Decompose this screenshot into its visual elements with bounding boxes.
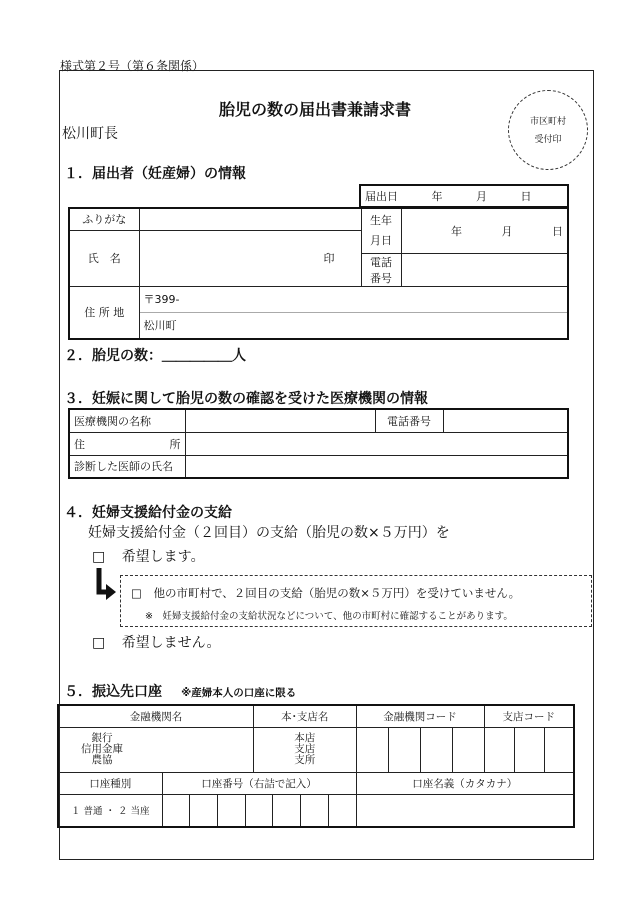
address-field[interactable] (139, 286, 568, 339)
phone-label: 電話番号 (361, 253, 401, 286)
name-label: 氏 名 (69, 230, 139, 286)
sub-option-row[interactable] (131, 585, 520, 601)
account-name-field[interactable] (356, 794, 574, 827)
acct-digit-4[interactable] (246, 795, 274, 826)
account-type-field[interactable]: １ 普通 ・ ２ 当座 (58, 794, 162, 827)
section4-sentence: 妊婦支援給付金（２回目）の支給（胎児の数×５万円）を (88, 525, 450, 541)
sub-option-box (120, 575, 592, 627)
birth-date-field[interactable] (401, 208, 568, 253)
stamp-label-2: 受付印 (534, 135, 562, 145)
submit-year: 年 (431, 190, 443, 203)
medical-phone-label: 電話番号 (375, 409, 443, 432)
checkbox-not-received[interactable]: □ (131, 586, 142, 600)
birth-label-line2: 月日 (370, 233, 392, 247)
facility-label: 医療機関の名称 (69, 409, 185, 432)
page-title: 胎児の数の届出書兼請求書 (218, 100, 411, 119)
account-name-header: 口座名義（カタカナ） (356, 772, 574, 794)
medical-phone-field[interactable] (443, 409, 568, 432)
medical-address-label-2: 所 (169, 437, 181, 451)
address-label: 住 所 地 (69, 286, 139, 339)
birth-label (361, 208, 401, 253)
bank-type-2: 信用金庫 (81, 743, 124, 755)
postal-code: 〒399- (140, 287, 568, 313)
arrow-down-right-icon (94, 568, 118, 604)
branch-type-2: 支店 (294, 743, 316, 755)
bank-type-1: 銀行 (91, 732, 113, 744)
addressee: 松川町長 (62, 126, 118, 142)
section2-heading (64, 345, 246, 365)
furigana-label: ふりがな (69, 208, 139, 230)
sub-option-label: 他の市町村で、２回目の支給（胎児の数×５万円）を受けていません。 (153, 586, 521, 600)
town-name: 松川町 (143, 318, 177, 332)
branch-code-digit-2[interactable] (514, 727, 544, 772)
section5-note: ※産婦本人の口座に限る (181, 687, 297, 699)
branch-type-1: 本店 (294, 732, 316, 744)
sub-option-note: ※ 妊婦支援給付金の支給状況などについて、他の市町村に確認することがあります。 (145, 611, 513, 622)
branch-name-header: 本･支店名 (254, 705, 356, 727)
branch-code-header: 支店コード (484, 705, 574, 727)
medical-address-label-1: 住 (74, 437, 85, 451)
account-number-header: 口座番号（右詰で記入） (162, 772, 356, 794)
furigana-field[interactable] (139, 208, 361, 230)
bank-table (57, 704, 575, 828)
seal-mark: 印 (323, 252, 335, 265)
bank-code-digit-2[interactable] (388, 727, 420, 772)
bank-code-digit-3[interactable] (420, 727, 452, 772)
branch-name-field[interactable] (254, 727, 356, 772)
bank-code-header: 金融機関コード (356, 705, 484, 727)
fetus-count-unit: 人 (232, 348, 246, 364)
account-type-header: 口座種別 (58, 772, 162, 794)
branch-code-digit-1[interactable] (484, 727, 514, 772)
option-wish-label: 希望します。 (121, 549, 205, 565)
checkbox-no-wish[interactable]: □ (92, 635, 106, 651)
submit-date-box (359, 184, 569, 208)
option-no-wish-label: 希望しません。 (121, 635, 221, 651)
form-number: 様式第２号（第６条関係） (60, 59, 205, 73)
account-number-field[interactable] (162, 794, 356, 827)
option-no-wish[interactable] (92, 632, 221, 652)
medical-address-label (69, 432, 185, 455)
account-number-digits (163, 795, 356, 826)
facility-field[interactable] (185, 409, 375, 432)
fetus-count-label: ２．胎児の数： (64, 348, 162, 364)
medical-table (68, 408, 569, 479)
submit-day: 日 (520, 190, 532, 203)
submit-month: 月 (476, 190, 487, 203)
doctor-label: 診断した医師の氏名 (69, 455, 185, 478)
doctor-field[interactable] (185, 455, 568, 478)
birth-year: 年 (451, 224, 462, 238)
section5-heading-row (64, 681, 296, 701)
bank-name-header: 金融機関名 (58, 705, 254, 727)
medical-address-field[interactable] (185, 432, 568, 455)
submit-date-label: 届出日 (365, 190, 398, 203)
stamp-label-1: 市区町村 (529, 117, 566, 127)
bank-code-digit-4[interactable] (452, 727, 484, 772)
acct-digit-2[interactable] (190, 795, 218, 826)
fetus-count-field[interactable]: ＿＿＿＿＿ (162, 348, 232, 364)
acct-digit-7[interactable] (329, 795, 356, 826)
bank-type-3: 農協 (91, 754, 113, 766)
bank-code-digit-1[interactable] (356, 727, 388, 772)
reception-stamp-area (508, 90, 588, 170)
section4-heading: ４．妊婦支援給付金の支給 (64, 505, 232, 521)
option-wish[interactable] (92, 546, 205, 566)
acct-digit-3[interactable] (218, 795, 246, 826)
phone-field[interactable] (401, 253, 568, 286)
name-field[interactable] (139, 230, 361, 286)
acct-digit-5[interactable] (273, 795, 301, 826)
bank-name-field[interactable] (58, 727, 254, 772)
section5-heading: ５．振込先口座 (64, 684, 162, 700)
acct-digit-6[interactable] (301, 795, 329, 826)
section3-heading: ３．妊娠に関して胎児の数の確認を受けた医療機関の情報 (64, 391, 428, 407)
birth-day: 日 (552, 224, 563, 238)
section1-heading: １．届出者（妊産婦）の情報 (64, 166, 246, 182)
checkbox-wish[interactable]: □ (92, 549, 106, 565)
branch-type-3: 支所 (294, 754, 316, 766)
birth-month: 月 (501, 224, 513, 238)
applicant-table (68, 207, 569, 340)
acct-digit-1[interactable] (163, 795, 191, 826)
branch-code-digit-3[interactable] (544, 727, 574, 772)
birth-label-line1: 生年 (370, 213, 392, 227)
